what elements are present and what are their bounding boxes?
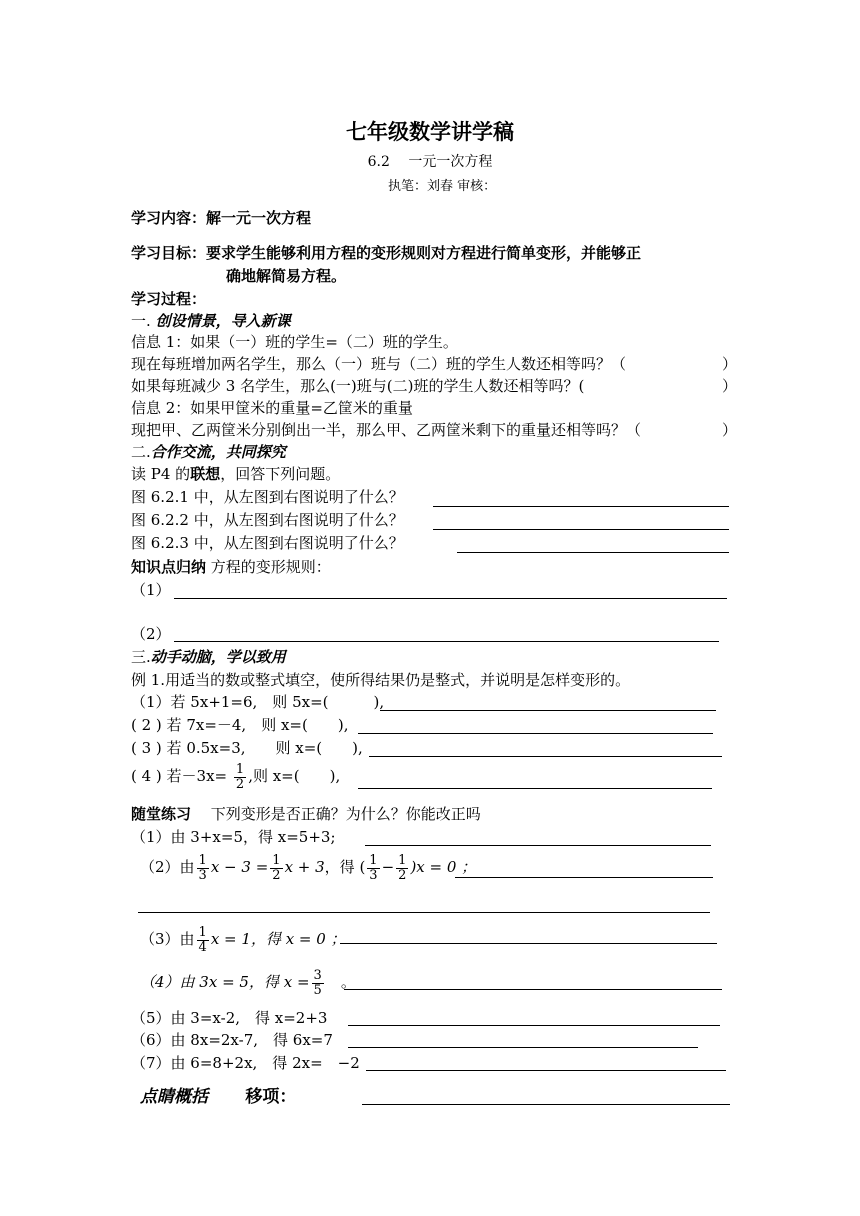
practice-item6-line[interactable] <box>348 1047 698 1048</box>
practice-item2 <box>140 850 476 884</box>
example1-item4 <box>131 762 340 792</box>
figure2-answer-line[interactable] <box>433 529 729 530</box>
frac-num: 1 <box>369 852 378 868</box>
rule1-label: （1） <box>131 581 171 599</box>
practice-item2-end: )x = 0 ； <box>410 858 477 876</box>
frac-den: 2 <box>235 776 245 792</box>
frac-den: 2 <box>272 867 281 883</box>
frac-den: 2 <box>398 867 407 883</box>
practice-item3-pre: （3）由 <box>140 930 195 948</box>
practice-item4-end: 。 <box>340 973 356 991</box>
question2-close-paren: ） <box>722 377 738 395</box>
learning-goal-line1: 要求学生能够利用方程的变形规则对方程进行简单变形，并能够正 <box>206 244 642 262</box>
summary-text: 方程的变形规则： <box>210 558 331 576</box>
practice-item3-line[interactable] <box>340 943 717 944</box>
practice-text: 下列变形是否正确？为什么？你能改正吗 <box>210 805 481 823</box>
read-post: ，回答下列问题。 <box>220 465 341 483</box>
frac-den: 5 <box>313 982 322 998</box>
example1-item4-line[interactable] <box>358 788 712 789</box>
practice-item4-line[interactable] <box>344 989 722 990</box>
example1-text: 例 1.用适当的数或整式填空，使所得结果仍是整式，并说明是怎样变形的。 <box>131 671 631 689</box>
learning-content-label: 学习内容： <box>131 209 207 227</box>
rule1-answer-line[interactable] <box>174 598 727 599</box>
author-line: 执笔：刘春 审核： <box>388 179 497 194</box>
frac-num: 3 <box>313 967 322 983</box>
example1-item2-line[interactable] <box>358 733 713 734</box>
rule2-answer-line[interactable] <box>174 641 719 642</box>
section2-heading <box>131 442 286 462</box>
figure3-answer-line[interactable] <box>457 552 729 553</box>
practice-item7-line[interactable] <box>366 1070 726 1071</box>
read-bold: 联想 <box>190 465 221 483</box>
practice-item1: （1）由 3+x=5，得 x=5+3; <box>131 828 336 846</box>
section2-title: 合作交流，共同探究 <box>150 443 286 461</box>
section1-heading <box>131 311 291 331</box>
practice-item5: （5）由 3=x-2, 得 x=2+3 <box>131 1009 328 1027</box>
section1-num: 一. <box>131 312 151 330</box>
fraction-1-3b <box>367 854 379 883</box>
learning-goal <box>131 243 641 263</box>
learning-content-text: 解一元一次方程 <box>206 209 312 227</box>
section3-num: 三. <box>131 648 151 666</box>
practice-item2-rhs: x + 3 <box>284 858 325 876</box>
figure3-question: 图 6.2.3 中，从左图到右图说明了什么？ <box>131 534 404 552</box>
fraction-1-3 <box>197 854 209 883</box>
section3-title: 动手动脑，学以致用 <box>150 648 286 666</box>
frac-num: 1 <box>235 761 245 777</box>
frac-den: 3 <box>369 867 378 883</box>
info1: 信息 1：如果（一）班的学生=（二）班的学生。 <box>131 333 458 351</box>
practice-item2-line2[interactable] <box>138 912 710 913</box>
practice-item3-mid: x = 1 <box>210 930 251 948</box>
read-instruction <box>131 464 340 484</box>
fraction-1-2b <box>396 854 408 883</box>
practice-item2-lhs: x − 3 = <box>210 858 269 876</box>
figure1-question: 图 6.2.1 中，从左图到右图说明了什么？ <box>131 488 404 506</box>
summary-line <box>131 557 331 577</box>
example1-item4-pre: ( 4 ) 若－3x= <box>131 767 228 785</box>
section1-title: 创设情景，导入新课 <box>155 312 291 330</box>
practice-item4 <box>140 965 356 999</box>
fraction-3-5 <box>312 969 324 998</box>
page-title: 七年级数学讲学稿 <box>346 119 514 144</box>
practice-item2-mid: ，得 ( <box>324 858 366 876</box>
example1-item3-line[interactable] <box>369 756 722 757</box>
learning-content <box>131 208 311 228</box>
conclusion-item: 移项： <box>245 1087 297 1107</box>
learning-goal-label: 学习目标： <box>131 244 207 262</box>
learning-process-label: 学习过程： <box>131 290 207 308</box>
figure2-question: 图 6.2.2 中，从左图到右图说明了什么？ <box>131 511 404 529</box>
rule2-label: （2） <box>131 625 171 643</box>
conclusion-label: 点睛概括 <box>140 1087 208 1107</box>
frac-num: 1 <box>272 852 281 868</box>
practice-item2-pre: （2）由 <box>140 858 195 876</box>
learning-goal-line2: 确地解简易方程。 <box>226 267 347 285</box>
fraction-one-half <box>234 763 246 792</box>
practice-item2-line[interactable] <box>455 877 713 878</box>
practice-heading <box>131 804 481 824</box>
example1-item4-post: ,则 x=( ), <box>248 767 341 785</box>
question1-close-paren: ） <box>722 355 738 373</box>
section2-num: 二. <box>131 443 151 461</box>
question3-close-paren: ） <box>722 421 738 439</box>
practice-item1-line[interactable] <box>365 845 711 846</box>
practice-item2-minus: − <box>381 858 395 876</box>
info2: 信息 2：如果甲筐米的重量=乙筐米的重量 <box>131 399 413 417</box>
frac-den: 3 <box>198 867 207 883</box>
conclusion-line <box>140 1085 296 1109</box>
practice-item5-line[interactable] <box>348 1025 720 1026</box>
practice-item4-pre: （4）由 3x = 5，得 x = <box>140 973 310 991</box>
example1-item1-line[interactable] <box>380 710 716 711</box>
practice-item7: （7）由 6=8+2x, 得 2x= −2 <box>131 1054 360 1072</box>
practice-item3 <box>140 922 346 956</box>
question1: 现在每班增加两名学生，那么（一）班与（二）班的学生人数还相等吗？（ <box>131 355 627 373</box>
read-pre: 读 P4 的 <box>131 465 191 483</box>
fraction-1-4 <box>197 926 209 955</box>
figure1-answer-line[interactable] <box>433 506 729 507</box>
summary-label: 知识点归纳 <box>131 558 207 576</box>
example1-item1: （1）若 5x+1=6, 则 5x=( ), <box>131 693 385 711</box>
example1-item3: ( 3 ) 若 0.5x=3, 则 x=( ), <box>131 739 363 757</box>
question3: 现把甲、乙两筐米分别倒出一半，那么甲、乙两筐米剩下的重量还相等吗？（ <box>131 421 642 439</box>
practice-item6: （6）由 8x=2x-7, 得 6x=7 <box>131 1031 333 1049</box>
conclusion-answer-line[interactable] <box>362 1104 730 1105</box>
frac-den: 4 <box>198 939 207 955</box>
lesson-subtitle: 6.2 一元一次方程 <box>367 154 493 170</box>
question2: 如果每班减少 3 名学生，那么(一)班与(二)班的学生人数还相等吗？( <box>131 377 585 395</box>
practice-label: 随堂练习 <box>131 805 192 823</box>
practice-item3-got: ，得 x = 0 ； <box>250 930 346 948</box>
section3-heading <box>131 647 286 667</box>
fraction-1-2 <box>270 854 282 883</box>
frac-num: 1 <box>198 924 207 940</box>
frac-num: 1 <box>198 852 207 868</box>
frac-num: 1 <box>398 852 407 868</box>
example1-item2: ( 2 ) 若 7x=－4, 则 x=( ), <box>131 716 349 734</box>
